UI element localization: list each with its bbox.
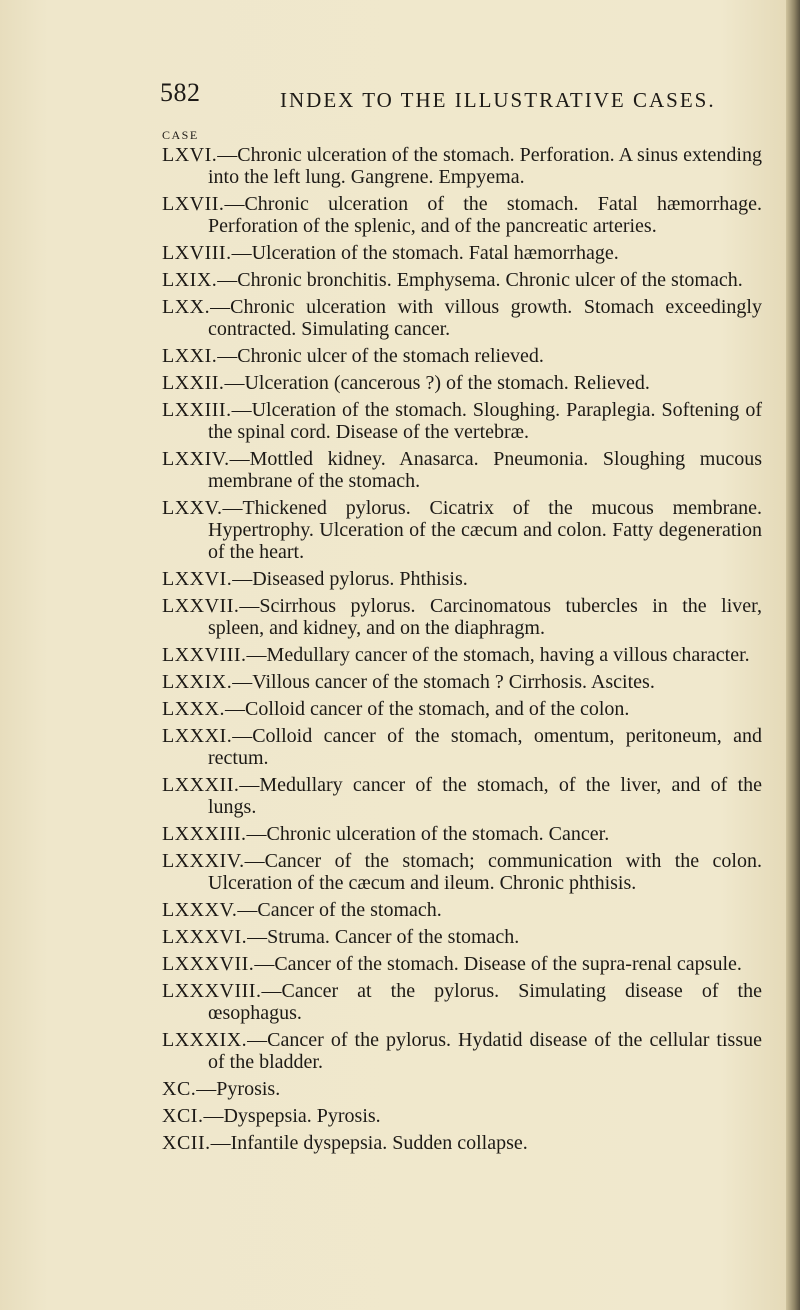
case-column-label: CASE [162,128,199,142]
case-entry [162,497,762,563]
case-entry [162,296,762,340]
case-number: LXXIV. [162,448,230,470]
case-description: —Medullary cancer of the stomach, having a villous character. [246,644,750,666]
case-entry [162,242,762,264]
case-description: —Colloid cancer of the stomach, omentum, peritoneum, and rectum. [208,725,762,769]
case-number: LXXXIX. [162,1029,248,1051]
book-spine-edge [786,0,800,1310]
case-number: LXXI. [162,345,218,367]
case-description: —Cancer of the stomach; communication with the colon. Ulceration of the cæcum and ileum. Chronic phthisis. [208,850,762,894]
case-entry [162,193,762,237]
case-entry [162,1132,762,1154]
case-entry [162,345,762,367]
case-entry [162,448,762,492]
page-number: 582 [160,78,201,107]
case-entry [162,568,762,590]
case-description: —Ulceration of the stomach. Fatal hæmorrhage. [231,242,619,264]
case-number: LXXVIII. [162,644,247,666]
case-entry [162,1105,762,1127]
case-description: —Pyrosis. [196,1078,281,1100]
case-description: —Chronic ulcer of the stomach relieved. [217,345,544,367]
case-description: —Medullary cancer of the stomach, of the liver, and of the lungs. [208,774,762,818]
page-header [160,78,800,112]
case-description: —Diseased pylorus. Phthisis. [232,568,468,590]
case-entry [162,774,762,818]
case-entry [162,671,762,693]
case-description: —Chronic bronchitis. Emphysema. Chronic ulcer of the stomach. [217,269,743,291]
case-entry [162,980,762,1024]
case-description: —Cancer of the stomach. Disease of the supra-renal capsule. [254,953,742,975]
case-number: LXXV. [162,497,223,519]
case-number: XC. [162,1078,197,1100]
case-entry [162,595,762,639]
case-description: —Chronic ulceration with villous growth. Stomach exceedingly contracted. Simulating cancer. [208,296,762,340]
case-number: LXXXI. [162,725,233,747]
case-number: XCII. [162,1132,211,1154]
case-description: —Chronic ulceration of the stomach. Fatal hæmorrhage. Perforation of the splenic, and of the pancreatic arteries. [208,193,762,237]
case-number: LXXII. [162,372,225,394]
case-number: LXXIII. [162,399,232,421]
case-number: LXVIII. [162,242,232,264]
case-entry [162,644,762,666]
case-description: —Cancer at the pylorus. Simulating disease of the œsophagus. [208,980,762,1024]
running-head: INDEX TO THE ILLUSTRATIVE CASES. [280,88,716,112]
case-number: LXIX. [162,269,218,291]
case-number: LXXVII. [162,595,240,617]
case-entry [162,399,762,443]
case-entry [162,850,762,894]
case-description: —Chronic ulceration of the stomach. Perforation. A sinus extending into the left lung. Gangrene. Empyema. [208,144,762,188]
case-entry [162,698,762,720]
case-description: —Chronic ulceration of the stomach. Cancer. [246,823,610,845]
case-entry [162,725,762,769]
case-entry [162,823,762,845]
case-description: —Villous cancer of the stomach ? Cirrhosis. Ascites. [232,671,655,693]
case-description: —Cancer of the stomach. [237,899,442,921]
case-description: —Infantile dyspepsia. Sudden collapse. [210,1132,528,1154]
case-number: LXVI. [162,144,218,166]
case-number: LXXXIII. [162,823,247,845]
case-entry [162,899,762,921]
case-number: LXXVI. [162,568,233,590]
case-description: —Dyspepsia. Pyrosis. [203,1105,381,1127]
case-number: LXX. [162,296,211,318]
case-number: LXXXVI. [162,926,248,948]
case-entry [162,269,762,291]
case-entry [162,372,762,394]
case-number: LXXXVII. [162,953,255,975]
case-description: —Scirrhous pylorus. Carcinomatous tubercles in the liver, spleen, and kidney, and on the diaphragm. [208,595,762,639]
case-number: LXXXIV. [162,850,245,872]
case-number: LXXXII. [162,774,240,796]
case-description: —Thickened pylorus. Cicatrix of the mucous membrane. Hypertrophy. Ulceration of the cæcum and colon. Fatty degeneration of the heart. [208,497,762,563]
case-number: LXXIX. [162,671,233,693]
case-number: XCI. [162,1105,204,1127]
case-description: —Colloid cancer of the stomach, and of the colon. [225,698,630,720]
case-description: —Struma. Cancer of the stomach. [247,926,520,948]
case-number: LXXX. [162,698,226,720]
case-description: —Ulceration of the stomach. Sloughing. Paraplegia. Softening of the spinal cord. Disease of the vertebræ. [208,399,762,443]
case-entry [162,953,762,975]
case-description: —Cancer of the pylorus. Hydatid disease of the cellular tissue of the bladder. [208,1029,762,1073]
case-entry [162,1029,762,1073]
case-list [162,144,762,1159]
case-entry [162,144,762,188]
case-description: —Ulceration (cancerous ?) of the stomach. Relieved. [224,372,650,394]
case-entry [162,1078,762,1100]
case-number: LXXXV. [162,899,238,921]
case-description: —Mottled kidney. Anasarca. Pneumonia. Sloughing mucous membrane of the stomach. [208,448,762,492]
case-entry [162,926,762,948]
case-number: LXXXVIII. [162,980,262,1002]
case-number: LXVII. [162,193,225,215]
